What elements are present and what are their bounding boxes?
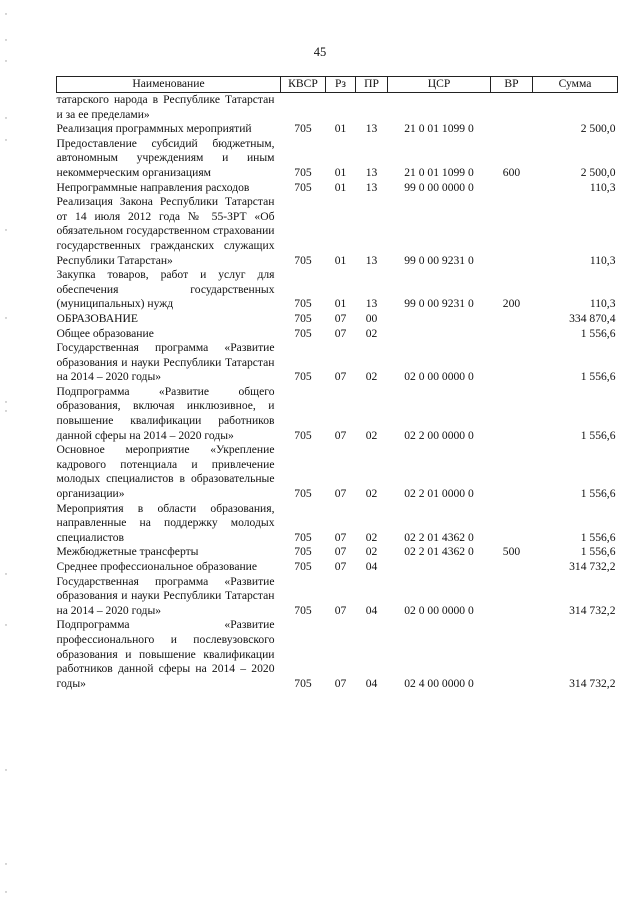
header-kvsr: КВСР (281, 77, 326, 93)
cell-name: Общее образование (56, 326, 154, 340)
table-row (57, 268, 618, 312)
cell-csr: 02 2 01 4362 0 (404, 545, 474, 559)
cell-vr (491, 502, 533, 546)
table-row (57, 545, 618, 560)
cell-kvsr: 705 (294, 311, 312, 325)
cell-sum: 1 556,6 (580, 370, 616, 384)
header-sum: Сумма (533, 77, 618, 93)
cell-name: Предоставление субсидий бюджетным, автономным учреждениям и иным некоммерческим организациям (56, 136, 275, 179)
cell-csr (388, 93, 491, 123)
cell-kvsr: 705 (294, 487, 312, 501)
cell-vr: 200 (502, 297, 521, 311)
cell-pr: 04 (365, 603, 378, 617)
table-row (57, 618, 618, 691)
cell-pr: 13 (365, 165, 378, 179)
cell-csr: 02 2 00 0000 0 (404, 428, 474, 442)
cell-kvsr: 705 (294, 297, 312, 311)
cell-kvsr: 705 (294, 428, 312, 442)
cell-csr: 02 2 01 4362 0 (404, 530, 474, 544)
cell-sum: 1 556,6 (580, 530, 616, 544)
table-row (57, 122, 618, 137)
cell-name: татарского народа в Республике Татарстан и за ее пределами» (56, 93, 275, 121)
cell-vr: 600 (502, 165, 521, 179)
cell-name: Среднее профессиональное образование (56, 560, 258, 573)
cell-sum: 1 556,6 (580, 428, 616, 442)
cell-vr (491, 195, 533, 268)
cell-kvsr: 705 (294, 253, 312, 267)
cell-name: ОБРАЗОВАНИЕ (56, 311, 138, 325)
cell-name: Государственная программа «Развитие образования и науки Республики Татарстан на 2014 – 2020 годы» (56, 341, 275, 384)
cell-vr (491, 341, 533, 385)
cell-rz: 01 (334, 122, 347, 136)
cell-kvsr: 705 (294, 560, 312, 573)
cell-sum: 110,3 (589, 297, 616, 311)
cell-vr (491, 181, 533, 196)
cell-name: Государственная программа «Развитие образования и науки Республики Татарстан на 2014 – 2020 годы» (56, 574, 275, 617)
cell-kvsr: 705 (294, 326, 312, 340)
cell-kvsr: 705 (294, 676, 312, 690)
table-row (57, 341, 618, 385)
cell-rz: 07 (334, 545, 347, 559)
cell-sum: 334 870,4 (569, 311, 616, 325)
cell-vr (491, 618, 533, 691)
cell-rz (326, 93, 356, 123)
cell-kvsr: 705 (294, 530, 312, 544)
cell-name: Непрограммные направления расходов (56, 180, 250, 194)
table-row (57, 137, 618, 181)
cell-csr: 02 0 00 0000 0 (404, 603, 474, 617)
table-row (57, 385, 618, 443)
cell-csr: 99 0 00 0000 0 (404, 180, 474, 194)
cell-pr: 02 (365, 530, 378, 544)
cell-pr: 13 (365, 122, 378, 136)
cell-pr: 02 (365, 370, 378, 384)
cell-rz: 07 (334, 428, 347, 442)
cell-name: Подпрограмма «Развитие общего образования, включая инклюзивное, и повышение квалификации работников данной сферы на 2014 – 2020 годы» (56, 384, 275, 442)
cell-pr (356, 93, 388, 123)
cell-vr (491, 560, 533, 575)
cell-pr: 02 (365, 326, 378, 340)
cell-vr (491, 575, 533, 619)
cell-sum: 2 500,0 (580, 122, 616, 136)
cell-pr: 02 (365, 487, 378, 501)
cell-rz: 07 (334, 560, 347, 573)
cell-sum: 1 556,6 (580, 326, 616, 340)
table-header-row (57, 77, 618, 93)
cell-rz: 07 (334, 326, 347, 340)
header-rz: Рз (326, 77, 356, 93)
header-pr: ПР (356, 77, 388, 93)
table-row (57, 327, 618, 342)
cell-vr (491, 385, 533, 443)
margin-dots (4, 0, 8, 905)
cell-sum: 110,3 (589, 180, 616, 194)
cell-pr: 04 (365, 676, 378, 690)
cell-vr (491, 312, 533, 327)
table-row (57, 502, 618, 546)
cell-rz: 01 (334, 297, 347, 311)
cell-csr: 99 0 00 9231 0 (404, 253, 474, 267)
cell-kvsr (281, 93, 326, 123)
cell-rz: 01 (334, 165, 347, 179)
cell-csr (388, 327, 491, 342)
table-row (57, 93, 618, 123)
cell-vr (491, 327, 533, 342)
table-row (57, 181, 618, 196)
cell-kvsr: 705 (294, 122, 312, 136)
cell-sum: 1 556,6 (580, 487, 616, 501)
cell-kvsr: 705 (294, 370, 312, 384)
cell-pr: 00 (365, 311, 378, 325)
cell-rz: 07 (334, 530, 347, 544)
table-row (57, 312, 618, 327)
cell-pr: 02 (365, 545, 378, 559)
cell-sum: 1 556,6 (580, 545, 616, 559)
cell-vr (491, 443, 533, 501)
cell-rz: 07 (334, 676, 347, 690)
cell-name: Реализация Закона Республики Татарстан от 14 июля 2012 года № 55-ЗРТ «Об обязательном государственном страховании государственных гражданских служащих Республики Татарстан» (56, 195, 275, 267)
table-row (57, 560, 618, 575)
cell-csr: 02 0 00 0000 0 (404, 370, 474, 384)
cell-csr (388, 560, 491, 575)
header-vr: ВР (491, 77, 533, 93)
table-row (57, 195, 618, 268)
cell-kvsr: 705 (294, 603, 312, 617)
cell-rz: 07 (334, 311, 347, 325)
page-number: 45 (313, 45, 327, 59)
cell-rz: 07 (334, 370, 347, 384)
cell-name: Межбюджетные трансферты (56, 545, 199, 559)
table-row (57, 443, 618, 501)
cell-kvsr: 705 (294, 165, 312, 179)
cell-name: Подпрограмма «Развитие профессионального и послевузовского образования и повышение квалификации работников данной сферы на 2014 – 2020 годы» (56, 618, 275, 690)
cell-name: Закупка товаров, работ и услуг для обеспечения государственных (муниципальных) нужд (56, 268, 275, 311)
cell-pr: 13 (365, 297, 378, 311)
cell-sum: 110,3 (589, 253, 616, 267)
cell-kvsr: 705 (294, 545, 312, 559)
cell-sum (533, 93, 618, 123)
header-csr: ЦСР (388, 77, 491, 93)
cell-rz: 01 (334, 180, 347, 194)
cell-rz: 07 (334, 487, 347, 501)
cell-csr: 99 0 00 9231 0 (404, 297, 474, 311)
cell-sum: 314 732,2 (569, 560, 616, 573)
cell-name: Реализация программных мероприятий (56, 122, 252, 136)
cell-pr: 13 (365, 253, 378, 267)
cell-kvsr: 705 (294, 180, 312, 194)
cell-vr (491, 122, 533, 137)
cell-name: Мероприятия в области образования, направленные на поддержку молодых специалистов (56, 501, 275, 544)
cell-sum: 2 500,0 (580, 165, 616, 179)
cell-pr: 04 (365, 560, 378, 573)
cell-sum: 314 732,2 (569, 603, 616, 617)
cell-vr (491, 93, 533, 123)
cell-name: Основное мероприятие «Укрепление кадрового потенциала и привлечение молодых специалистов в образовательные организации» (56, 443, 275, 501)
header-name: Наименование (57, 77, 281, 93)
cell-pr: 13 (365, 180, 378, 194)
table-row (57, 575, 618, 619)
table-body (57, 93, 618, 692)
cell-sum: 314 732,2 (569, 676, 616, 690)
cell-pr: 02 (365, 428, 378, 442)
cell-csr: 02 4 00 0000 0 (404, 676, 474, 690)
cell-csr: 21 0 01 1099 0 (404, 122, 474, 136)
cell-csr: 21 0 01 1099 0 (404, 165, 474, 179)
cell-csr: 02 2 01 0000 0 (404, 487, 474, 501)
cell-rz: 01 (334, 253, 347, 267)
cell-vr: 500 (502, 545, 521, 559)
cell-csr (388, 312, 491, 327)
budget-table (56, 76, 618, 691)
cell-rz: 07 (334, 603, 347, 617)
